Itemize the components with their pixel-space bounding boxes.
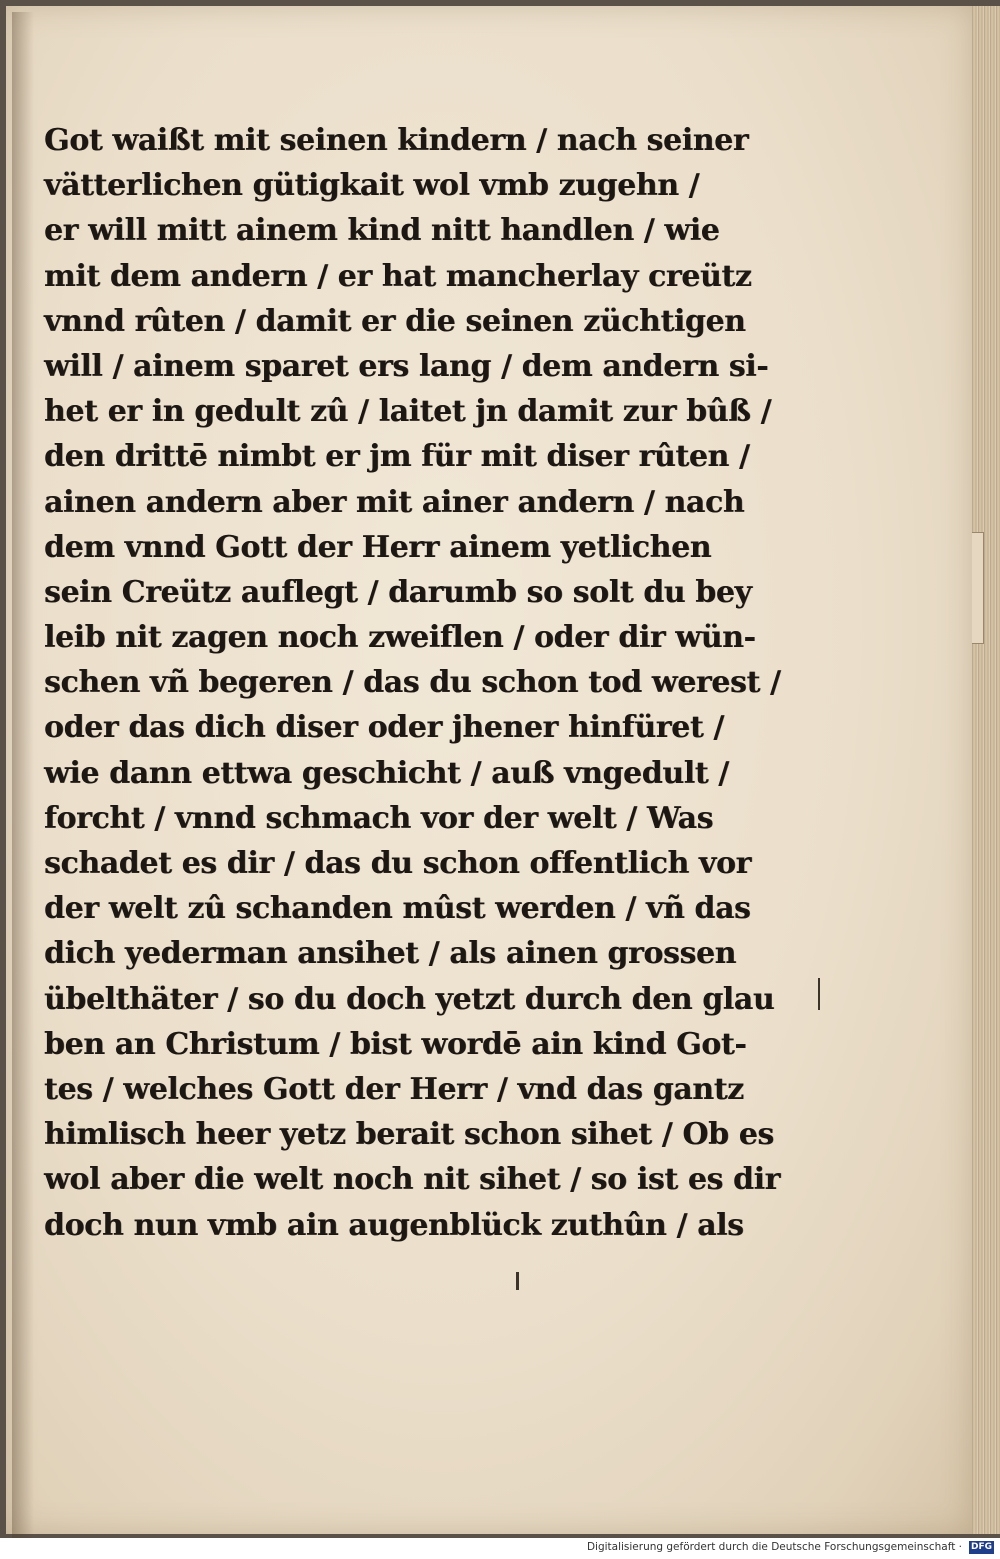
text-line: tes / welches Gott der Herr / vnd das gantz	[44, 1071, 744, 1107]
text-line: oder das dich diser oder jhener hinfüret /	[44, 710, 724, 746]
text-line: Got waißt mit seinen kindern / nach seiner	[44, 123, 749, 158]
text-line: schen vñ begeren / das du schon tod werest /	[44, 665, 781, 701]
text-line: ben an Christum / bist wordē ain kind Got-	[44, 1026, 747, 1062]
credit-footer	[0, 1538, 1000, 1559]
text-line: vätterlichen gütigkait wol vmb zugehn /	[44, 168, 700, 204]
text-line: den drittē nimbt er jm für mit diser rûten /	[44, 439, 750, 475]
book-page	[6, 6, 972, 1534]
text-line: sein Creütz auflegt / darumb so solt du bey	[44, 574, 752, 610]
stray-ink-mark	[818, 978, 820, 1010]
text-line: will / ainem sparet ers lang / dem andern si-	[44, 348, 769, 384]
funding-credit: Digitalisierung gefördert durch die Deutsche Forschungsgemeinschaft ·	[586, 1541, 962, 1553]
text-line: dem vnnd Gott der Herr ainem yetlichen	[44, 529, 712, 565]
dfg-logo-icon: DFG	[970, 1542, 992, 1552]
text-line: doch nun vmb ain augenblück zuthûn / als	[44, 1207, 744, 1243]
text-line: übelthäter / so du doch yetzt durch den glau	[44, 981, 775, 1017]
text-line: ainen andern aber mit ainer andern / nach	[44, 484, 745, 520]
text-line: vnnd rûten / damit er die seinen züchtigen	[44, 303, 746, 339]
text-line: het er in gedult zû / laitet jn damit zur bûß /	[44, 394, 772, 430]
stray-ink-mark	[516, 1272, 519, 1290]
text-block	[44, 118, 814, 1248]
text-line: dich yederman ansihet / als ainen grossen	[44, 936, 737, 972]
page-edge	[970, 6, 1000, 1534]
text-line: mit dem andern / er hat mancherlay creütz	[44, 258, 752, 294]
text-line: wie dann ettwa geschicht / auß vngedult /	[44, 755, 729, 791]
text-line: schadet es dir / das du schon offentlich vor	[44, 846, 751, 881]
text-line: himlisch heer yetz berait schon sihet / Ob es	[44, 1117, 774, 1153]
text-line: er will mitt ainem kind nitt handlen / wie	[44, 213, 720, 249]
text-line: leib nit zagen noch zweiflen / oder dir wün-	[44, 620, 756, 656]
gutter-shadow	[12, 12, 34, 1538]
text-line: der welt zû schanden mûst werden / vñ das	[44, 891, 751, 927]
text-line: forcht / vnnd schmach vor der welt / Was	[44, 800, 714, 836]
text-line: wol aber die welt noch nit sihet / so ist es dir	[44, 1162, 781, 1198]
